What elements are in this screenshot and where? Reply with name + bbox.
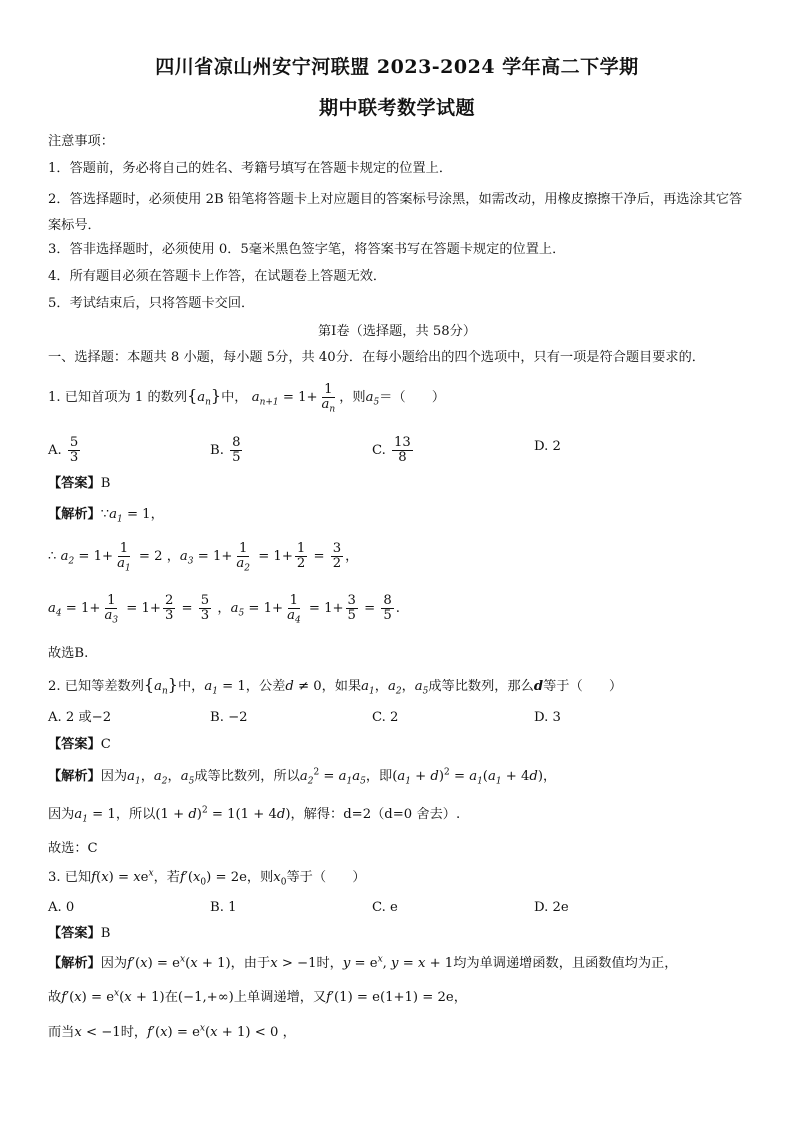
q3-option-a: A. 0 bbox=[48, 900, 75, 915]
q1-suffix: ，则 bbox=[339, 390, 366, 405]
q3-option-b: B. 1 bbox=[210, 900, 237, 915]
q1-analysis-line-1: 【解析】$\because a_1 = 1$， bbox=[48, 507, 164, 525]
q3-analysis-line-2: 故$f'(x) = e^x(x + 1)$在(−1,+∞)上单调递增，又f′(1) = e(1+1) = 2e， bbox=[48, 988, 467, 1005]
q1-options bbox=[48, 428, 754, 464]
notice-item-4: 4．所有题目必须在答题卡上作答，在试题卷上答题无效． bbox=[48, 269, 387, 284]
q3-stem: 3. 已知$f(x) = xe^x$，若$f'(x_0) = 2e$，则$x_0$等于（ ） bbox=[48, 868, 366, 888]
q3-analysis-line-1: 【解析】因为$f'(x) = e^x(x + 1)$，由于x > −1时，$y = e^x$, y = x + 1均为单调递增函数，且函数值均为正， bbox=[48, 954, 678, 971]
q2-stem: 2. 已知等差数列$\{a_n\}$中，$a_1 = 1$，公差d ≠ 0，如果$a_1$，$a_2$，$a_5$成等比数列，那么d等于（ ） bbox=[48, 675, 623, 697]
q1-mid: 中， bbox=[221, 390, 248, 405]
q2-analysis-line-2: 因为$a_1 = 1$，所以$(1 + d)^2 = 1(1 + 4d)$，解得：d=2（d=0 舍去）. bbox=[48, 805, 461, 825]
q1-answer: 【答案】B bbox=[48, 476, 111, 491]
notice-item-2: 2．答选择题时，必须使用 2B 铅笔将答题卡上对应题目的答案标号涂黑，如需改动，用橡皮擦擦干净后，再选涂其它答案标号． bbox=[48, 192, 743, 233]
q1-option-d: D. 2 bbox=[534, 439, 561, 454]
q2-option-d: D. 3 bbox=[534, 710, 561, 725]
q2-conclusion: 故选：C bbox=[48, 841, 98, 856]
q1-conclusion: 故选B. bbox=[48, 646, 89, 661]
q3-answer: 【答案】B bbox=[48, 926, 111, 941]
q2-option-a: A. 2 或−2 bbox=[48, 710, 112, 725]
section-title: 第Ⅰ卷（选择题，共 58分） bbox=[317, 324, 477, 339]
notice-item-1: 1．答题前，务必将自己的姓名、考籍号填写在答题卡规定的位置上． bbox=[48, 161, 453, 176]
q3-option-c: C. e bbox=[372, 900, 398, 915]
q2-option-c: C. 2 bbox=[372, 710, 399, 725]
q3-option-d: D. 2e bbox=[534, 900, 569, 915]
q1-option-b: B. $\frac{8}{5}$ bbox=[210, 435, 241, 465]
q1-option-a: A. $\frac{5}{3}$ bbox=[48, 435, 79, 465]
section-instructions: 一、选择题：本题共 8 小题，每小题 5分，共 40分．在每小题给出的四个选项中，只有一项是符合题目要求的． bbox=[48, 350, 705, 365]
q2-answer: 【答案】C bbox=[48, 737, 111, 752]
notice-item-3: 3．答非选择题时，必须使用 0．5毫米黑色签字笔，将答案书写在答题卡规定的位置上． bbox=[48, 242, 566, 257]
q1-stem: 1. 已知首项为 1 的数列$\{a_n\}$中， $a_{n+1} = 1+$ $\frac{1}{a_n}$ ，则$a_5=$（ ） bbox=[48, 382, 446, 415]
q1-analysis-line-3: $a_4 = 1+$ $\frac{1}{a_3}$ = 1+ $\frac{2}{3}$ = $\frac{5}{3}$ ，$a_5 = 1+$ $\frac{1}{a_4}$ = 1+ $\frac{3}{5}$ = $\frac{8}{5}$ . bbox=[48, 593, 400, 626]
q1-blank: ＝（ ） bbox=[379, 390, 446, 405]
q1-option-c: C. $\frac{13}{8}$ bbox=[372, 435, 411, 465]
q2-analysis-line-1: 【解析】因为$a_1$，$a_2$，$a_5$成等比数列，所以$a_2^2 = a_1a_5$，即$(a_1 + d)^2 = a_1(a_1 + 4d)$， bbox=[48, 767, 557, 787]
notice-heading: 注意事项： bbox=[48, 134, 114, 149]
q2-option-b: B. −2 bbox=[210, 710, 248, 725]
q1-analysis-line-2: ∴ $a_2 = 1+$ $\frac{1}{a_1}$ = 2 ，$a_3 = 1+$ $\frac{1}{a_2}$ = 1+ $\frac{1}{2}$ = $\frac{3}{2}$ ， bbox=[48, 541, 359, 574]
q1-prefix: 1. 已知首项为 1 的数列 bbox=[48, 390, 188, 405]
notice-item-5: 5．考试结束后，只将答题卡交回． bbox=[48, 296, 255, 311]
title-line-1: 四川省凉山州安宁河联盟 2023-2024 学年高二下学期 bbox=[155, 56, 639, 78]
q3-analysis-line-3: 而当x < −1时，$f'(x) = e^x(x + 1) < 0$ ， bbox=[48, 1023, 296, 1040]
title-line-2: 期中联考数学试题 bbox=[318, 97, 475, 119]
